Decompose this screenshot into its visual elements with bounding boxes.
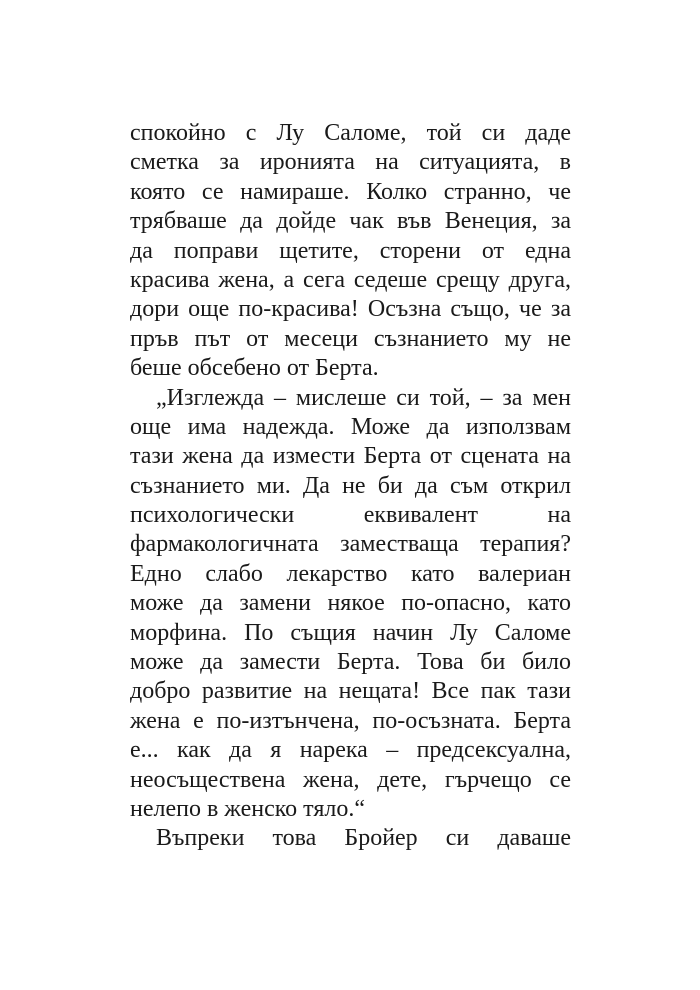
- text-line: е... как да я нарека – предсексуална,: [130, 737, 571, 764]
- text-line: психологически еквивалент на: [130, 502, 571, 529]
- text-line: добро развитие на нещата! Все пак тази: [130, 678, 571, 705]
- text-line: дори още по-красива! Осъзна също, че за: [130, 296, 571, 323]
- page-text: [130, 119, 571, 854]
- text-line: нелепо в женско тяло.“: [130, 795, 365, 822]
- text-line: жена е по-изтънчена, по-осъзната. Берта: [130, 707, 571, 734]
- text-line: „Изглежда – мислеше си той, – за мен: [156, 384, 571, 411]
- text-line: трябваше да дойде чак във Венеция, за: [130, 208, 571, 235]
- text-line: беше обсебено от Берта.: [130, 355, 379, 382]
- text-line: тази жена да измести Берта от сцената на: [130, 443, 571, 470]
- text-line: спокойно с Лу Саломе, той си даде: [130, 120, 571, 146]
- text-line: сметка за иронията на ситуацията, в: [130, 149, 571, 176]
- text-line: неосъществена жена, дете, гърчещо се: [130, 766, 571, 793]
- text-line: може да замени някое по-опасно, като: [130, 590, 571, 617]
- text-line: Въпреки това Бройер си даваше: [156, 825, 571, 852]
- text-line: Едно слабо лекарство като валериан: [130, 560, 571, 587]
- text-line: да поправи щетите, сторени от една: [130, 237, 571, 264]
- text-line: още има надежда. Може да използвам: [130, 413, 571, 440]
- text-line: красива жена, а сега седеше срещу друга,: [130, 266, 571, 293]
- text-line: съзнанието ми. Да не би да съм открил: [130, 472, 571, 499]
- text-line: морфина. По същия начин Лу Саломе: [130, 619, 571, 646]
- text-line: пръв път от месеци съзнанието му не: [130, 325, 571, 352]
- text-line: която се намираше. Колко странно, че: [130, 178, 571, 205]
- text-line: може да замести Берта. Това би било: [130, 649, 571, 676]
- text-line: фармакологичната заместваща терапия?: [130, 531, 571, 558]
